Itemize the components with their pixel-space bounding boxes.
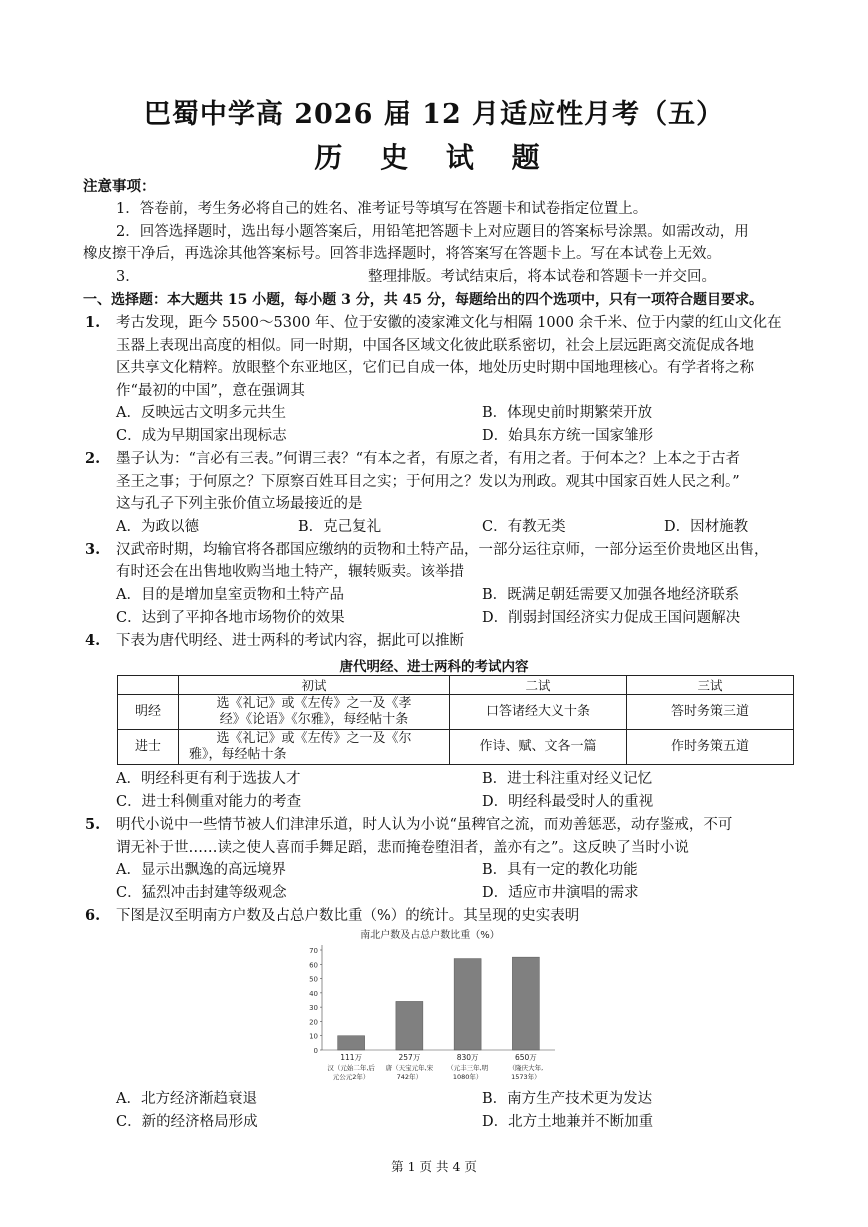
household-chart-svg: [300, 925, 560, 1115]
q1-stem: 作“最初的中国”，意在强调其: [116, 383, 305, 399]
household-chart: [300, 925, 560, 1115]
q5-stem: 明代小说中一些情节被人们津津乐道，时人认为小说“虽稗官之流，而劝善惩恶，动存鉴戒，不可: [116, 817, 733, 833]
q1-stem: 区共享文化精粹。放眼整个东亚地区，它们已自成一体，地处历史时期中国地理核心。有学者将之称: [116, 360, 754, 376]
q1-stem: 玉器上表现出高度的相似。同一时期，中国各区域文化彼此联系密切，社会上层远距离交流促成各地: [116, 338, 754, 354]
q5-option-d: D．适应市井演唱的需求: [482, 885, 639, 901]
q3-option-c: C．达到了平抑各地市场物价的效果: [116, 610, 345, 626]
q6-option-b: B．南方生产技术更为发达: [482, 1091, 653, 1107]
q4-stem: 下表为唐代明经、进士两科的考试内容，据此可以推断: [116, 633, 464, 649]
y-tick-label: 50: [309, 975, 318, 984]
q2-option-b: B．克己复礼: [298, 519, 382, 535]
q2-stem: 圣王之事；于何原之？下原察百姓耳目之实；于何用之？发以为刑政。观其中国家百姓人民之利。”: [116, 474, 740, 490]
table-cell: 作时务策五道: [627, 730, 794, 765]
x-tick-label: 742年）: [396, 1073, 423, 1081]
x-tick-label: 1080年）: [452, 1073, 483, 1081]
table-row: [118, 730, 794, 765]
q6-stem: 下图是汉至明南方户数及占总户数比重（%）的统计。其呈现的史实表明: [116, 908, 580, 924]
q2-option-c: C．有教无类: [482, 519, 566, 535]
q4-option-a: A．明经科更有利于选拔人才: [116, 771, 301, 787]
bar-label: 111万: [340, 1053, 363, 1062]
bar: [512, 957, 539, 1050]
bar: [454, 959, 481, 1050]
q1-option-a: A．反映远古文明多元共生: [116, 405, 286, 421]
q6-number: 6.: [85, 907, 101, 924]
table-cell: 答时务策三道: [627, 695, 794, 730]
bar-label: 257万: [398, 1053, 421, 1062]
table-cell: [179, 730, 450, 765]
note-3: 整理排版。考试结束后，将本试卷和答题卡一并交回。: [368, 269, 716, 285]
table-cell: [179, 695, 450, 730]
q5-option-b: B．具有一定的教化功能: [482, 862, 638, 878]
table-header-cell: 初试: [179, 676, 450, 695]
q4-number: 4.: [85, 632, 101, 649]
q2-stem: 墨子认为：“言必有三表。”何谓三表？“有本之者，有原之者，有用之者。于何本之？上本之于古者: [116, 451, 740, 467]
exam-title: 巴蜀中学高 2026 届 12 月适应性月考（五）: [143, 99, 725, 130]
table-cell-line: 选《礼记》或《左传》之一及《孝: [216, 696, 412, 711]
table-header-row: [118, 676, 794, 695]
bar: [396, 1001, 423, 1050]
q4-option-c: C．进士科侧重对能力的考查: [116, 794, 302, 810]
table-cell-line: 经》《论语》《尔雅》，每经帖十条: [219, 712, 409, 727]
table-cell-line: 雅》，每经帖十条: [189, 747, 287, 762]
exam-content-table: [117, 675, 794, 765]
chart-title: 南北户数及占总户数比重（%）: [360, 930, 500, 941]
q1-option-b: B．体现史前时期繁荣开放: [482, 405, 653, 421]
q5-stem: 谓无补于世……读之使人喜而手舞足蹈，悲而掩卷堕泪者，盖亦有之”。这反映了当时小说: [116, 840, 689, 856]
x-tick-label: 汉（元始二年,后: [327, 1064, 375, 1072]
bar-label: 830万: [456, 1053, 479, 1062]
subject-title: 历 史 试 题: [314, 141, 554, 174]
y-tick-label: 0: [313, 1047, 318, 1055]
q3-stem: 汉武帝时期，均输官将各郡国应缴纳的贡物和土特产品，一部分运往京师，一部分运至价贵地区出售，: [116, 542, 769, 558]
x-tick-label: 1573年）: [511, 1073, 541, 1081]
note-3-num: 3．: [116, 269, 140, 285]
table-caption: 唐代明经、进士两科的考试内容: [339, 659, 529, 675]
y-tick-label: 40: [309, 989, 318, 998]
q5-option-c: C．猛烈冲击封建等级观念: [116, 885, 287, 901]
y-tick-label: 70: [309, 947, 318, 955]
q1-number: 1.: [85, 314, 101, 331]
q4-option-d: D．明经科最受时人的重视: [482, 794, 654, 810]
table-cell: 进士: [118, 730, 179, 765]
q1-option-c: C．成为早期国家出现标志: [116, 428, 287, 444]
y-tick-label: 60: [309, 961, 318, 970]
table-cell-line: 选《礼记》或《左传》之一及《尔: [216, 731, 412, 746]
y-tick-label: 30: [309, 1004, 318, 1013]
q3-option-a: A．目的是增加皇室贡物和土特产品: [116, 587, 344, 603]
q2-option-d: D．因材施教: [664, 519, 749, 535]
table-header-cell: 二试: [450, 676, 627, 695]
table-header-cell: [118, 676, 179, 695]
q1-option-d: D．始具东方统一国家雏形: [482, 428, 654, 444]
bar: [338, 1036, 365, 1050]
x-tick-label: 唐（天宝元年,宋: [385, 1064, 434, 1072]
q2-option-a: A．为政以德: [116, 519, 199, 535]
q3-option-b: B．既满足朝廷需要又加强各地经济联系: [482, 587, 740, 603]
q6-option-d: D．北方土地兼并不断加重: [482, 1114, 654, 1130]
q3-option-d: D．削弱封国经济实力促成王国问题解决: [482, 610, 741, 626]
x-tick-label: 元公元2年）: [332, 1073, 370, 1081]
q3-stem: 有时还会在出售地收购当地土特产，辗转贩卖。该举措: [116, 564, 464, 580]
q5-option-a: A．显示出飘逸的高远境界: [116, 862, 286, 878]
q3-number: 3.: [85, 541, 101, 558]
note-2-cont: 橡皮擦干净后，再选涂其他答案标号。回答非选择题时，将答案写在答题卡上。写在本试卷上无效。: [83, 246, 721, 262]
y-tick-label: 20: [309, 1018, 318, 1027]
table-cell: 明经: [118, 695, 179, 730]
table-cell: 口答诸经大义十条: [450, 695, 627, 730]
q2-stem: 这与孔子下列主张价值立场最接近的是: [116, 496, 363, 512]
x-tick-label: （隆庆大年,: [508, 1064, 544, 1072]
q2-number: 2.: [85, 450, 101, 467]
y-tick-label: 10: [309, 1032, 318, 1041]
table-cell: 作诗、赋、文各一篇: [450, 730, 627, 765]
note-1: 1．答卷前，考生务必将自己的姓名、准考证号等填写在答题卡和试卷指定位置上。: [116, 201, 648, 217]
page-footer: 第 1 页 共 4 页: [391, 1159, 477, 1174]
q1-stem: 考古发现，距今 5500～5300 年、位于安徽的凌家滩文化与相隔 1000 余千米、位于内蒙的红山文化在: [116, 315, 782, 331]
section-heading: 一、选择题：本大题共 15 小题，每小题 3 分，共 45 分，每题给出的四个选项中，只有一项符合题目要求。: [83, 292, 763, 308]
bar-label: 650万: [514, 1053, 537, 1062]
q6-option-c: C．新的经济格局形成: [116, 1114, 258, 1130]
q6-option-a: A．北方经济渐趋衰退: [116, 1091, 257, 1107]
q5-number: 5.: [85, 816, 101, 833]
x-tick-label: （元丰三年,明: [447, 1064, 489, 1072]
table-row: [118, 695, 794, 730]
note-2: 2．回答选择题时，选出每小题答案后，用铅笔把答题卡上对应题目的答案标号涂黑。如需改动，用: [116, 224, 749, 240]
table-header-cell: 三试: [627, 676, 794, 695]
notes-heading: 注意事项：: [83, 178, 156, 195]
q4-option-b: B．进士科注重对经义记忆: [482, 771, 653, 787]
